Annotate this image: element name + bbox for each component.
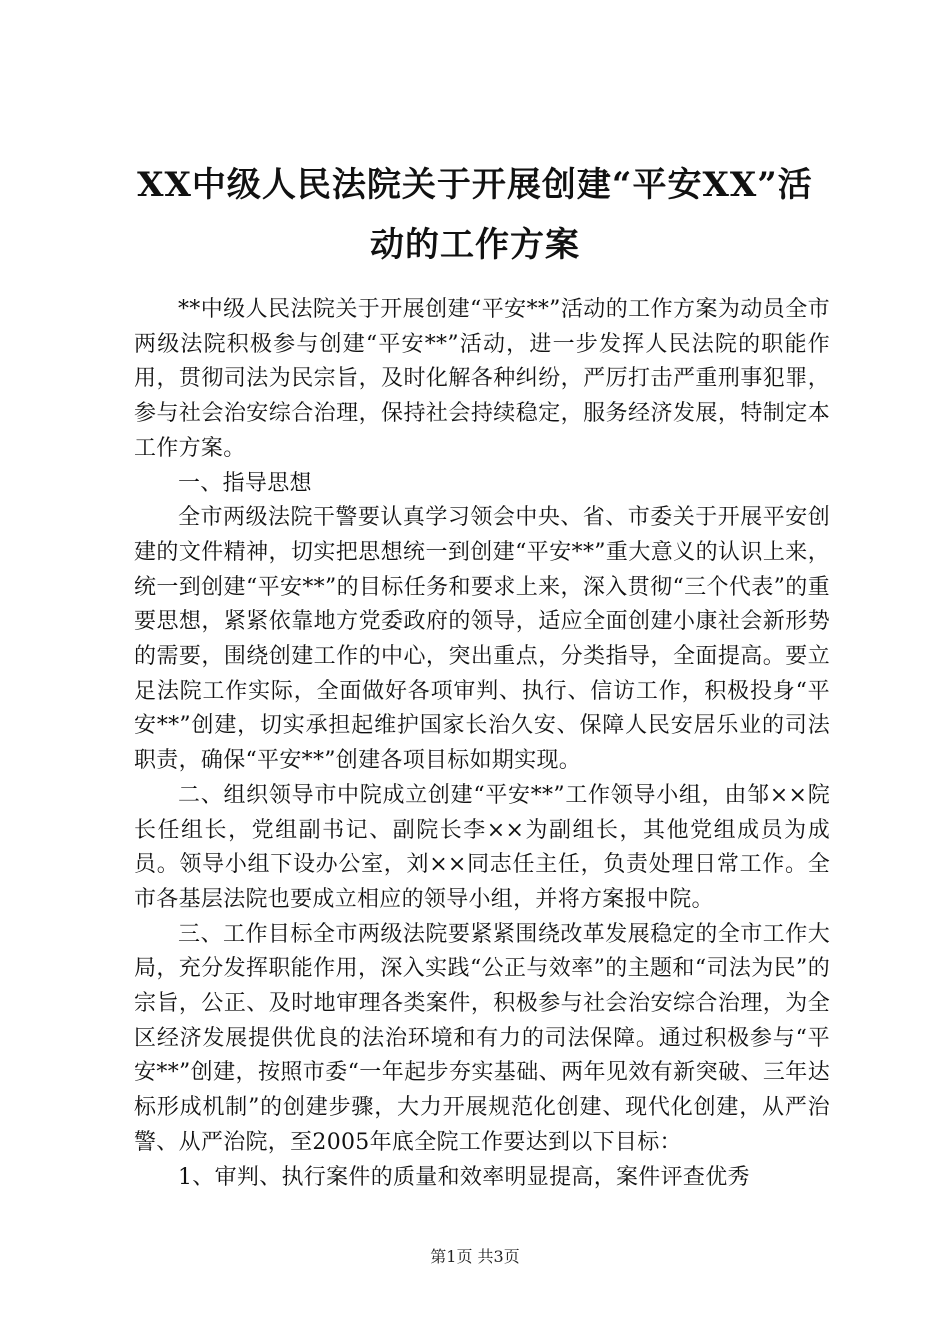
paragraph-intro: **中级人民法院关于开展创建“平安**”活动的工作方案为动员全市两级法院积极参与创建“平安**”活动，进一步发挥人民法院的职能作用，贯彻司法为民宗旨，及时化解各种纠纷，严厉打击严重刑事犯罪，参与社会治安综合治理，保持社会持续稳定，服务经济发展，特制定本工作方案。 (134, 297, 830, 461)
paragraph-work-goals: 三、工作目标全市两级法院要紧紧围绕改革发展稳定的全市工作大局，充分发挥职能作用，深入实践“公正与效率”的主题和“司法为民”的宗旨，公正、及时地审理各类案件，积极参与社会治安综合治理，为全区经济发展提供优良的法治环境和有力的司法保障。通过积极参与“平安**”创建，按照市委“一年起步夯实基础、两年见效有新突破、三年达标形成机制”的创建步骤，大力开展规范化创建、现代化创建，从严治警、从严治院，至2005年底全院工作要达到以下目标： (134, 921, 830, 1155)
page-footer: 第1页 共3页 (430, 1247, 520, 1266)
paragraph-organization-leadership: 二、组织领导市中院成立创建“平安**”工作领导小组，由邹××院长任组长，党组副书记、副院长李××为副组长，其他党组成员为成员。领导小组下设办公室，刘××同志任主任，负责处理日常工作。全市各基层法院也要成立相应的领导小组，并将方案报中院。 (134, 782, 830, 912)
document-title (120, 155, 830, 275)
title-line-2: 动的工作方案 (370, 225, 580, 265)
section-heading-guiding-thought: 一、指导思想 (178, 470, 312, 496)
title-line-1: XX中级人民法院关于开展创建“平安XX”活 (137, 165, 813, 205)
paragraph-goal-item-1: 1、审判、执行案件的质量和效率明显提高，案件评查优秀 (178, 1164, 750, 1190)
document-body (134, 293, 830, 1195)
paragraph-guiding-thought: 全市两级法院干警要认真学习领会中央、省、市委关于开展平安创建的文件精神，切实把思想统一到创建“平安**”重大意义的认识上来，统一到创建“平安**”的目标任务和要求上来，深入贯彻“三个代表”的重要思想，紧紧依靠地方党委政府的领导，适应全面创建小康社会新形势的需要，围绕创建工作的中心，突出重点，分类指导，全面提高。要立足法院工作实际，全面做好各项审判、执行、信访工作，积极投身“平安**”创建，切实承担起维护国家长治久安、保障人民安居乐业的司法职责，确保“平安**”创建各项目标如期实现。 (134, 505, 830, 774)
